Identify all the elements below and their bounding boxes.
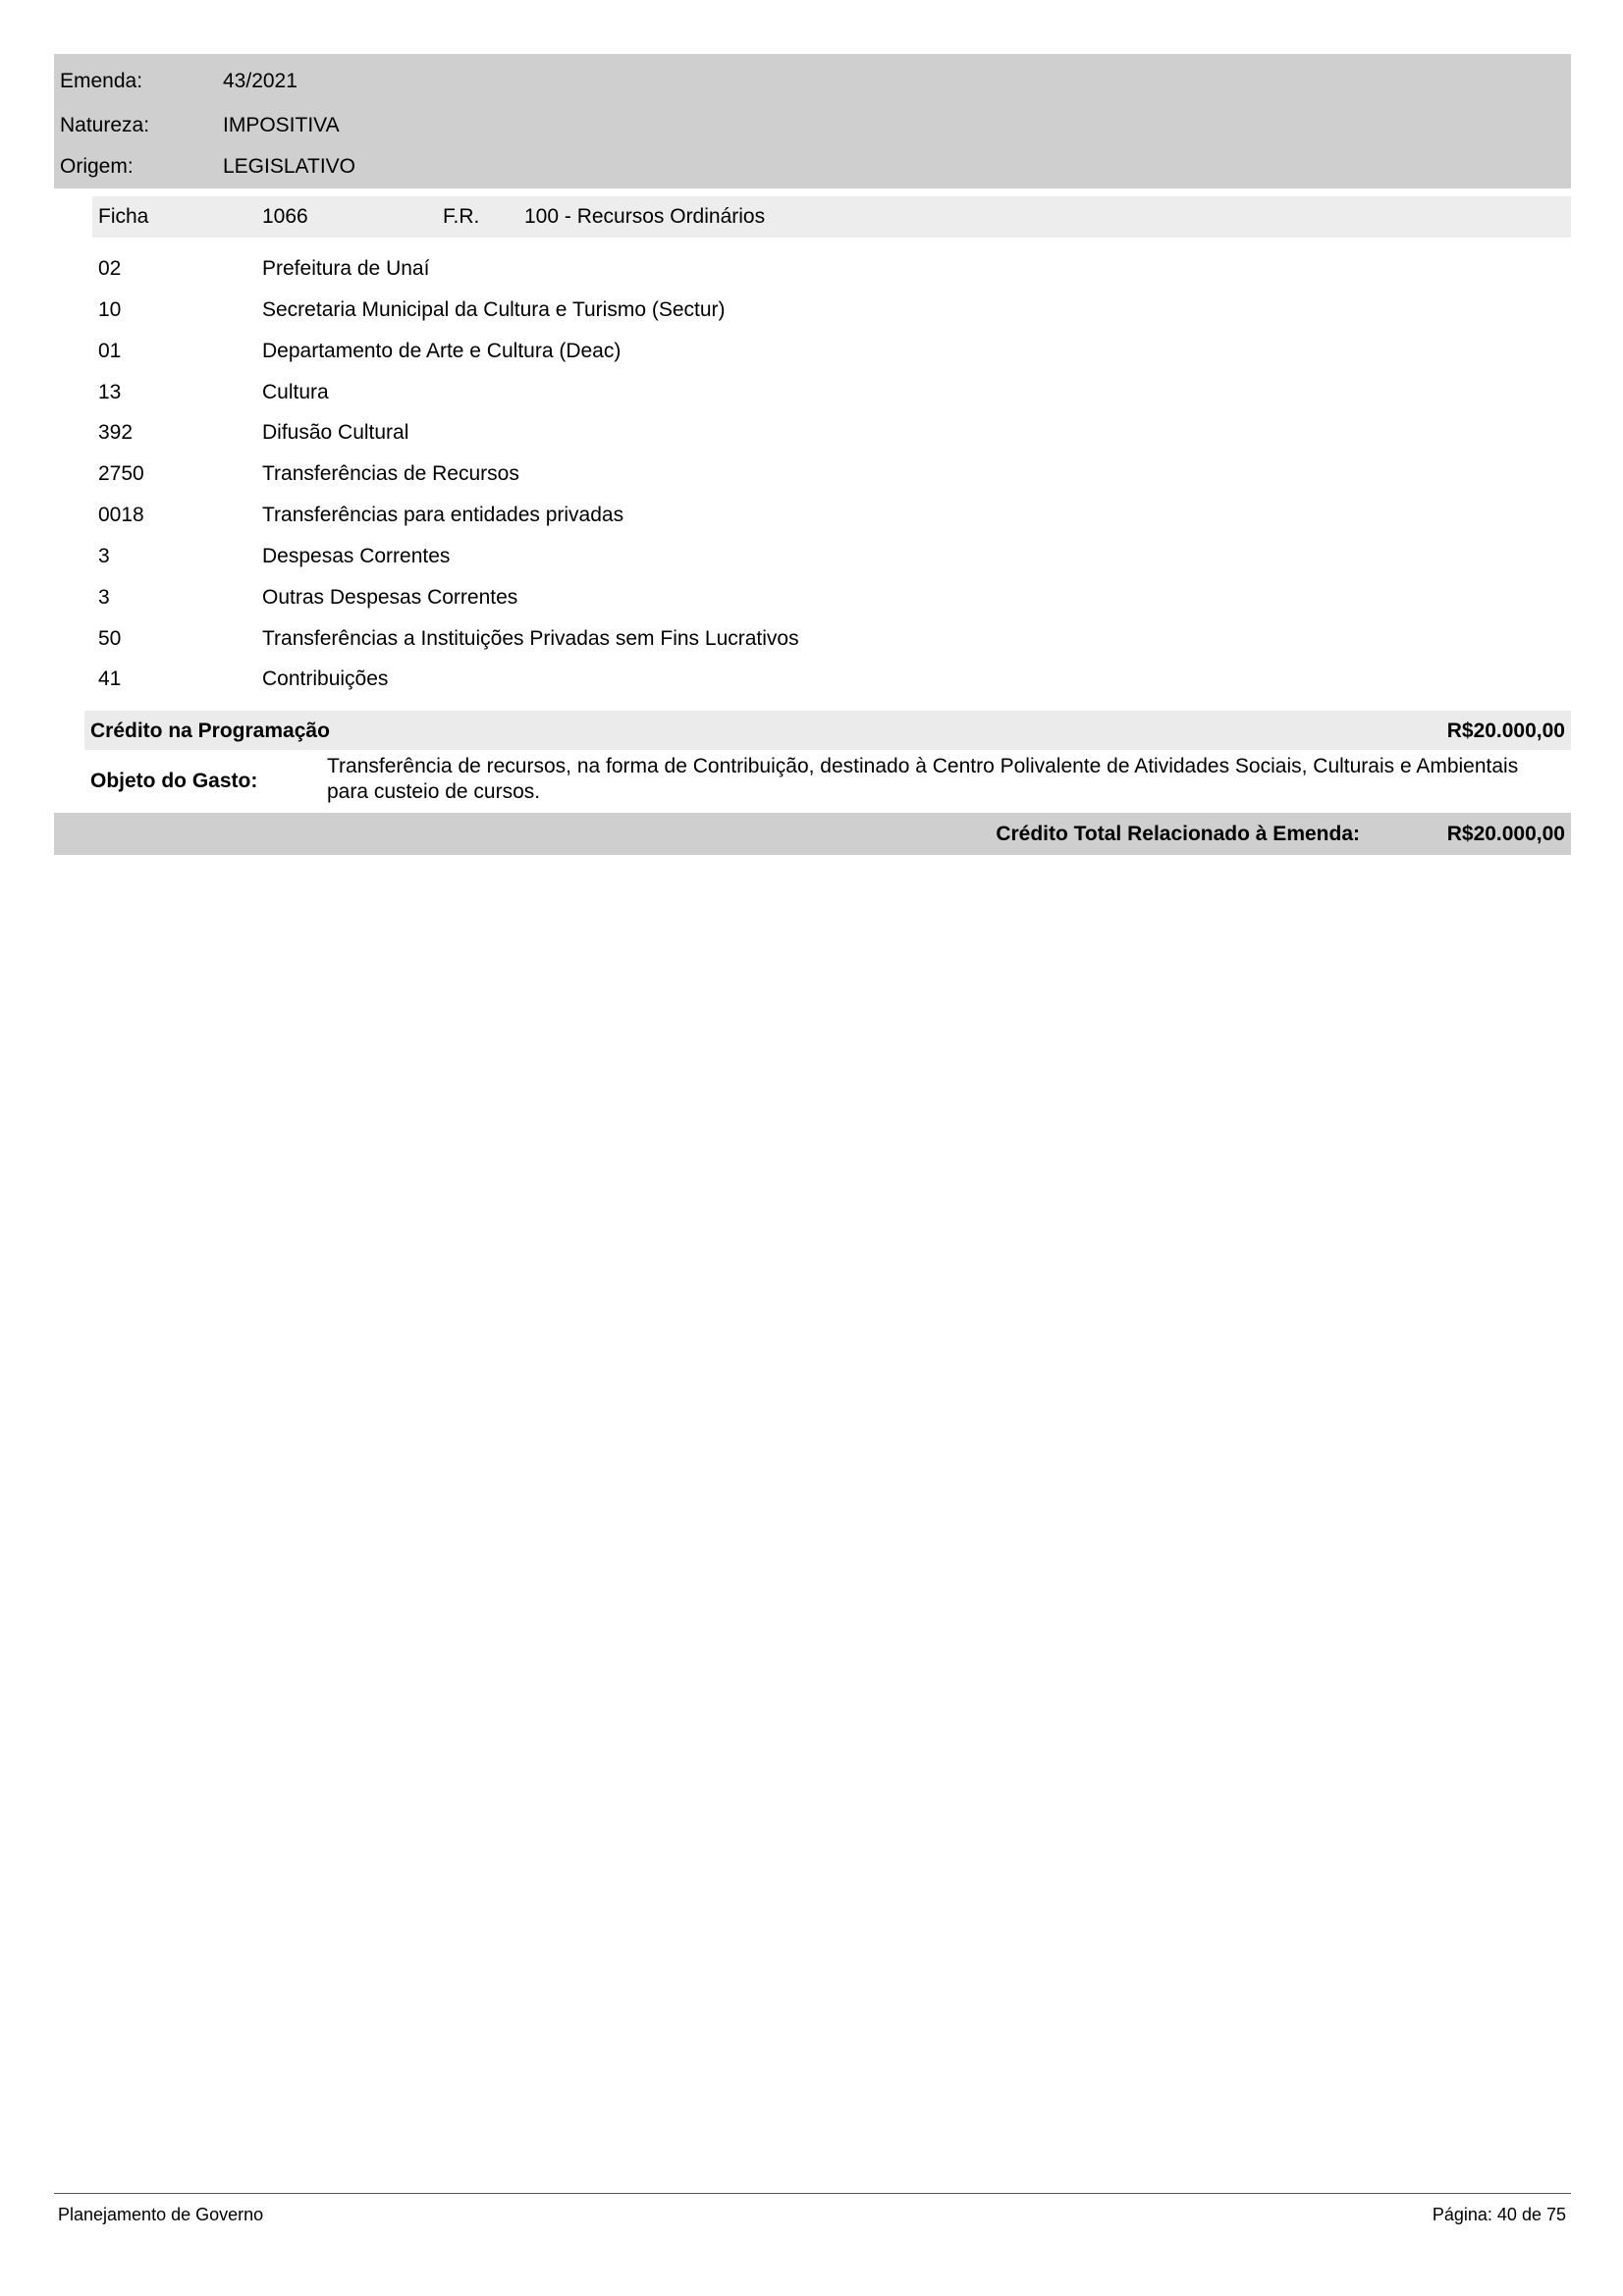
credito-total-row [54,813,1571,855]
item-description: Transferências de Recursos [262,462,519,485]
credito-value: R$20.000,00 [1446,720,1565,742]
item-description: Prefeitura de Unaí [262,257,430,280]
ficha-label: Ficha [98,205,149,228]
footer-department: Planejamento de Governo [58,2205,264,2224]
list-item [98,421,1522,454]
objeto-gasto-row [84,754,1571,809]
origem-label: Origem: [60,155,134,178]
item-code: 02 [98,257,122,280]
list-item [98,298,1522,332]
list-item [98,462,1522,496]
total-label: Crédito Total Relacionado à Emenda: [996,823,1360,845]
item-description: Outras Despesas Correntes [262,586,518,609]
item-description: Difusão Cultural [262,421,409,444]
item-code: 2750 [98,462,144,485]
fr-label: F.R. [443,205,480,228]
emenda-header [54,54,1571,188]
item-code: 0018 [98,504,144,526]
item-code: 13 [98,381,122,403]
item-code: 10 [98,298,122,321]
ficha-row [92,196,1571,238]
list-item [98,586,1522,619]
item-code: 41 [98,667,122,690]
list-item [98,545,1522,578]
list-item [98,667,1522,701]
item-code: 50 [98,627,122,650]
item-code: 3 [98,545,110,567]
list-item [98,504,1522,537]
objeto-text: Transferência de recursos, na forma de Contribuição, destinado à Centro Polivalente de Atividades Sociais, Culturais e Ambientais para custeio de cursos. [327,755,1519,803]
item-description: Cultura [262,381,329,403]
item-description: Transferências a Instituições Privadas sem Fins Lucrativos [262,627,799,650]
credito-programacao-row [84,711,1571,750]
credito-label: Crédito na Programação [90,720,330,742]
objeto-label: Objeto do Gasto: [90,770,258,792]
list-item [98,257,1522,291]
ficha-number: 1066 [262,205,308,228]
natureza-label: Natureza: [60,114,150,136]
natureza-value: IMPOSITIVA [223,114,340,136]
item-description: Transferências para entidades privadas [262,504,624,526]
total-value: R$20.000,00 [1446,823,1565,845]
list-item [98,381,1522,414]
emenda-value: 43/2021 [223,70,298,92]
list-item [98,340,1522,373]
footer-divider [54,2193,1571,2194]
item-code: 01 [98,340,122,362]
item-code: 3 [98,586,110,609]
item-description: Contribuições [262,667,389,690]
list-item [98,627,1522,661]
emenda-label: Emenda: [60,70,143,92]
fr-value: 100 - Recursos Ordinários [524,205,766,228]
item-code: 392 [98,421,134,444]
item-description: Departamento de Arte e Cultura (Deac) [262,340,622,362]
page-number: Página: 40 de 75 [1432,2205,1566,2224]
origem-value: LEGISLATIVO [223,155,355,178]
item-description: Secretaria Municipal da Cultura e Turismo (Sectur) [262,298,726,321]
item-description: Despesas Correntes [262,545,451,567]
